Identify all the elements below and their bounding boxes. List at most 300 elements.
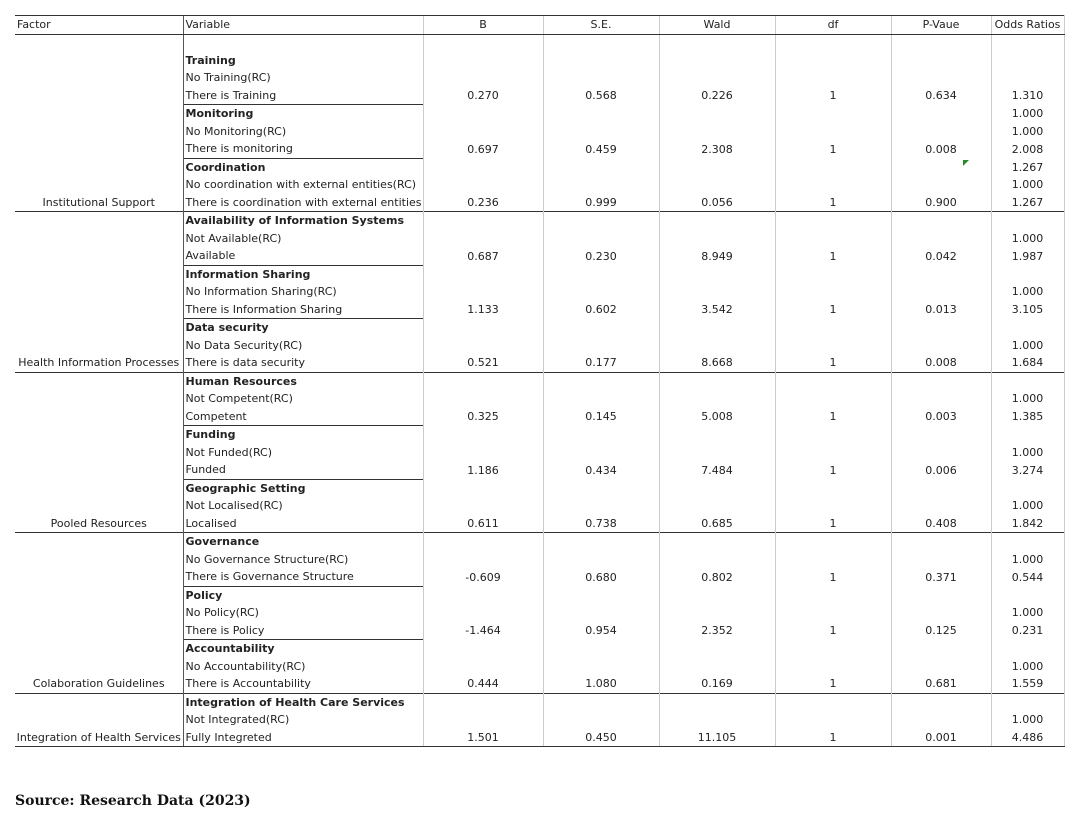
se-cell — [543, 176, 659, 194]
df-cell — [775, 212, 891, 230]
df-cell: 1 — [775, 140, 891, 158]
se-cell: 0.999 — [543, 194, 659, 212]
p-value-cell: 0.681 — [891, 675, 991, 693]
factor-cell — [15, 301, 183, 319]
table-row — [15, 354, 1064, 372]
wald-cell — [659, 337, 775, 355]
b-cell: 0.697 — [423, 140, 543, 158]
p-value-cell — [891, 497, 991, 515]
table-row — [15, 319, 1064, 337]
b-cell: 0.325 — [423, 408, 543, 426]
wald-cell: 0.056 — [659, 194, 775, 212]
se-cell — [543, 69, 659, 87]
df-cell: 1 — [775, 301, 891, 319]
p-value-cell — [891, 586, 991, 604]
factor-cell: Integration of Health Services — [15, 729, 183, 747]
odds-ratio-cell — [991, 52, 1064, 70]
odds-ratio-cell: 1.000 — [991, 551, 1064, 569]
b-cell — [423, 551, 543, 569]
odds-ratio-cell — [991, 693, 1064, 711]
variable-cell: No Information Sharing(RC) — [183, 283, 423, 301]
odds-ratio-cell: 1.000 — [991, 658, 1064, 676]
factor-cell — [15, 337, 183, 355]
se-cell — [543, 158, 659, 176]
odds-ratio-cell: 1.000 — [991, 230, 1064, 248]
factor-cell — [15, 622, 183, 640]
p-value-cell — [891, 640, 991, 658]
se-cell: 0.954 — [543, 622, 659, 640]
se-cell: 0.434 — [543, 461, 659, 479]
variable-cell: Training — [183, 52, 423, 70]
wald-cell — [659, 34, 775, 52]
p-value-cell — [891, 34, 991, 52]
header-row — [15, 16, 1064, 35]
variable-cell: Not Funded(RC) — [183, 444, 423, 462]
odds-ratio-cell — [991, 533, 1064, 551]
se-cell — [543, 533, 659, 551]
df-cell — [775, 640, 891, 658]
table-row — [15, 675, 1064, 693]
df-cell — [775, 444, 891, 462]
odds-ratio-cell: 2.008 — [991, 140, 1064, 158]
p-value-cell — [891, 533, 991, 551]
factor-cell — [15, 87, 183, 105]
table-row — [15, 444, 1064, 462]
se-cell — [543, 34, 659, 52]
variable-cell: Accountability — [183, 640, 423, 658]
table-row — [15, 390, 1064, 408]
odds-ratio-cell: 1.684 — [991, 354, 1064, 372]
se-cell — [543, 426, 659, 444]
se-cell: 0.680 — [543, 568, 659, 586]
b-cell — [423, 372, 543, 390]
p-value-cell — [891, 265, 991, 283]
b-cell — [423, 230, 543, 248]
factor-cell — [15, 408, 183, 426]
odds-ratio-cell — [991, 640, 1064, 658]
table-row — [15, 87, 1064, 105]
factor-cell — [15, 212, 183, 230]
variable-cell: Not Localised(RC) — [183, 497, 423, 515]
b-cell — [423, 586, 543, 604]
se-cell — [543, 640, 659, 658]
odds-ratio-cell: 0.544 — [991, 568, 1064, 586]
p-value-cell: 0.008 — [891, 140, 991, 158]
p-value-cell — [891, 52, 991, 70]
b-cell — [423, 212, 543, 230]
se-cell — [543, 390, 659, 408]
table-row — [15, 265, 1064, 283]
wald-cell: 0.685 — [659, 515, 775, 533]
table-row — [15, 658, 1064, 676]
se-cell — [543, 693, 659, 711]
factor-cell — [15, 247, 183, 265]
variable-cell: Information Sharing — [183, 265, 423, 283]
df-cell — [775, 319, 891, 337]
table-row — [15, 105, 1064, 123]
table-row — [15, 515, 1064, 533]
factor-cell: Pooled Resources — [50, 516, 147, 530]
b-cell — [423, 604, 543, 622]
b-cell — [423, 533, 543, 551]
variable-cell: Integration of Health Care Services — [183, 693, 423, 711]
wald-cell: 8.949 — [659, 247, 775, 265]
wald-cell — [659, 319, 775, 337]
header-df: df — [775, 16, 891, 35]
variable-cell: Not Competent(RC) — [183, 390, 423, 408]
wald-cell — [659, 426, 775, 444]
factor-cell — [15, 34, 183, 52]
p-value-cell: 0.008 — [891, 354, 991, 372]
df-cell: 1 — [775, 568, 891, 586]
odds-ratio-cell: 1.385 — [991, 408, 1064, 426]
odds-ratio-cell: 1.000 — [991, 283, 1064, 301]
factor-cell — [15, 283, 183, 301]
wald-cell — [659, 105, 775, 123]
df-cell: 1 — [775, 194, 891, 212]
variable-cell: Funding — [183, 426, 423, 444]
b-cell — [423, 319, 543, 337]
variable-cell: Not Available(RC) — [183, 230, 423, 248]
wald-cell: 11.105 — [659, 729, 775, 747]
se-cell — [543, 337, 659, 355]
variable-cell: There is data security — [183, 354, 423, 372]
p-value-cell: 0.001 — [891, 729, 991, 747]
variable-cell: Fully Integreted — [183, 729, 423, 747]
table-row — [15, 586, 1064, 604]
p-value-cell — [891, 426, 991, 444]
p-value-cell — [891, 604, 991, 622]
table-row — [15, 622, 1064, 640]
df-cell — [775, 479, 891, 497]
wald-cell: 2.308 — [659, 140, 775, 158]
se-cell — [543, 479, 659, 497]
factor-cell — [15, 551, 183, 569]
variable-cell: Funded — [183, 461, 423, 479]
b-cell — [423, 176, 543, 194]
odds-ratio-cell: 1.000 — [991, 337, 1064, 355]
df-cell — [775, 604, 891, 622]
p-value-cell: 0.371 — [891, 568, 991, 586]
odds-ratio-cell: 1.000 — [991, 444, 1064, 462]
table-row — [15, 711, 1064, 729]
table-row — [15, 479, 1064, 497]
b-cell: 1.133 — [423, 301, 543, 319]
p-value-cell — [891, 176, 991, 194]
header-se: S.E. — [543, 16, 659, 35]
factor-cell — [15, 444, 183, 462]
factor-cell — [15, 390, 183, 408]
df-cell — [775, 586, 891, 604]
df-cell — [775, 52, 891, 70]
b-cell: 0.236 — [423, 194, 543, 212]
cell-comment-marker-icon — [963, 160, 969, 166]
df-cell — [775, 711, 891, 729]
table-body — [15, 34, 1064, 747]
df-cell: 1 — [775, 675, 891, 693]
b-cell — [423, 105, 543, 123]
header-p-value: P-Vaue — [891, 16, 991, 35]
factor-cell — [15, 230, 183, 248]
b-cell: -1.464 — [423, 622, 543, 640]
p-value-cell — [891, 444, 991, 462]
df-cell — [775, 372, 891, 390]
variable-cell: Available — [183, 247, 423, 265]
odds-ratio-cell: 4.486 — [991, 729, 1064, 747]
df-cell: 1 — [775, 87, 891, 105]
b-cell: 0.611 — [423, 515, 543, 533]
odds-ratio-cell — [991, 372, 1064, 390]
wald-cell — [659, 497, 775, 515]
variable-cell: Competent — [183, 408, 423, 426]
variable-cell: No Monitoring(RC) — [183, 123, 423, 141]
p-value-cell — [891, 711, 991, 729]
variable-cell: There is Training — [183, 87, 423, 105]
factor-cell — [15, 319, 183, 337]
variable-cell: Data security — [183, 319, 423, 337]
table-row — [15, 372, 1064, 390]
wald-cell — [659, 640, 775, 658]
se-cell — [543, 551, 659, 569]
p-value-cell: 0.042 — [891, 247, 991, 265]
variable-cell: Policy — [183, 586, 423, 604]
factor-cell — [15, 640, 183, 658]
factor-cell — [15, 158, 183, 176]
variable-cell: Not Integrated(RC) — [183, 711, 423, 729]
wald-cell — [659, 123, 775, 141]
table-row — [15, 69, 1064, 87]
df-cell — [775, 158, 891, 176]
wald-cell — [659, 533, 775, 551]
b-cell — [423, 390, 543, 408]
b-cell: 0.521 — [423, 354, 543, 372]
df-cell — [775, 34, 891, 52]
factor-cell — [15, 479, 183, 497]
wald-cell: 3.542 — [659, 301, 775, 319]
df-cell: 1 — [775, 622, 891, 640]
odds-ratio-cell: 1.000 — [991, 105, 1064, 123]
table-row — [15, 461, 1064, 479]
table-row — [15, 337, 1064, 355]
df-cell: 1 — [775, 461, 891, 479]
b-cell — [423, 479, 543, 497]
se-cell — [543, 497, 659, 515]
table-row — [15, 230, 1064, 248]
df-cell: 1 — [775, 354, 891, 372]
p-value-cell — [891, 390, 991, 408]
se-cell — [543, 586, 659, 604]
variable-cell: There is monitoring — [183, 140, 423, 158]
table-row — [15, 729, 1064, 747]
b-cell — [423, 711, 543, 729]
wald-cell — [659, 551, 775, 569]
factor-cell — [15, 693, 183, 711]
factor-cell — [15, 604, 183, 622]
odds-ratio-cell: 3.105 — [991, 301, 1064, 319]
factor-cell — [15, 568, 183, 586]
factor-cell — [15, 711, 183, 729]
se-cell: 0.450 — [543, 729, 659, 747]
odds-ratio-cell — [991, 212, 1064, 230]
se-cell: 1.080 — [543, 675, 659, 693]
factor-cell — [15, 176, 183, 194]
df-cell — [775, 551, 891, 569]
p-value-cell — [891, 283, 991, 301]
header-wald: Wald — [659, 16, 775, 35]
df-cell — [775, 105, 891, 123]
b-cell — [423, 52, 543, 70]
table-row — [15, 497, 1064, 515]
se-cell — [543, 123, 659, 141]
variable-cell: No Accountability(RC) — [183, 658, 423, 676]
se-cell — [543, 372, 659, 390]
table-row — [15, 212, 1064, 230]
b-cell — [423, 426, 543, 444]
se-cell — [543, 230, 659, 248]
variable-cell — [183, 34, 423, 52]
wald-cell — [659, 390, 775, 408]
wald-cell: 5.008 — [659, 408, 775, 426]
factor-cell: Health Information Processes — [18, 356, 180, 370]
se-cell — [543, 444, 659, 462]
se-cell — [543, 265, 659, 283]
table-row — [15, 176, 1064, 194]
df-cell — [775, 283, 891, 301]
variable-cell: There is Information Sharing — [183, 301, 423, 319]
p-value-cell — [891, 158, 991, 176]
p-value-cell — [891, 551, 991, 569]
header-variable: Variable — [183, 16, 423, 35]
df-cell — [775, 497, 891, 515]
wald-cell — [659, 479, 775, 497]
odds-ratio-cell: 1.000 — [991, 497, 1064, 515]
odds-ratio-cell: 3.274 — [991, 461, 1064, 479]
p-value-cell — [891, 479, 991, 497]
table-row — [15, 194, 1064, 212]
p-value-cell — [891, 693, 991, 711]
odds-ratio-cell — [991, 586, 1064, 604]
odds-ratio-cell: 1.000 — [991, 604, 1064, 622]
odds-ratio-cell — [991, 479, 1064, 497]
variable-cell: There is Governance Structure — [183, 568, 423, 586]
se-cell: 0.738 — [543, 515, 659, 533]
table-row — [15, 140, 1064, 158]
b-cell: 1.186 — [423, 461, 543, 479]
b-cell — [423, 497, 543, 515]
table-row — [15, 551, 1064, 569]
odds-ratio-cell — [991, 265, 1064, 283]
b-cell: 0.444 — [423, 675, 543, 693]
se-cell — [543, 283, 659, 301]
b-cell — [423, 265, 543, 283]
b-cell — [423, 640, 543, 658]
wald-cell — [659, 230, 775, 248]
se-cell: 0.177 — [543, 354, 659, 372]
table-row — [15, 301, 1064, 319]
se-cell: 0.602 — [543, 301, 659, 319]
b-cell — [423, 123, 543, 141]
b-cell — [423, 444, 543, 462]
se-cell: 0.230 — [543, 247, 659, 265]
factor-cell — [15, 533, 183, 551]
header-odds-ratios: Odds Ratios — [991, 16, 1064, 35]
p-value-cell — [891, 69, 991, 87]
se-cell: 0.568 — [543, 87, 659, 105]
odds-ratio-cell: 0.231 — [991, 622, 1064, 640]
se-cell: 0.145 — [543, 408, 659, 426]
odds-ratio-cell: 1.000 — [991, 711, 1064, 729]
df-cell: 1 — [775, 729, 891, 747]
se-cell — [543, 604, 659, 622]
b-cell — [423, 283, 543, 301]
df-cell — [775, 69, 891, 87]
p-value-cell — [891, 372, 991, 390]
df-cell — [775, 533, 891, 551]
b-cell: 1.501 — [423, 729, 543, 747]
factor-cell: Colaboration Guidelines — [32, 677, 165, 691]
wald-cell: 0.169 — [659, 675, 775, 693]
factor-cell — [15, 105, 183, 123]
df-cell — [775, 265, 891, 283]
wald-cell — [659, 693, 775, 711]
se-cell — [543, 105, 659, 123]
factor-cell — [15, 52, 183, 70]
variable-cell: Availability of Information Systems — [183, 212, 423, 230]
odds-ratio-cell: 1.842 — [991, 515, 1064, 533]
table-row — [15, 123, 1064, 141]
factor-cell — [15, 658, 183, 676]
df-cell — [775, 230, 891, 248]
table-row — [15, 693, 1064, 711]
odds-ratio-cell: 1.267 — [991, 194, 1064, 212]
table-row — [15, 247, 1064, 265]
odds-ratio-cell: 1.559 — [991, 675, 1064, 693]
wald-cell — [659, 711, 775, 729]
table-row — [15, 568, 1064, 586]
variable-cell: Governance — [183, 533, 423, 551]
variable-cell: Geographic Setting — [183, 479, 423, 497]
odds-ratio-cell — [991, 319, 1064, 337]
variable-cell: No Data Security(RC) — [183, 337, 423, 355]
table-row — [15, 158, 1064, 176]
p-value-cell — [891, 230, 991, 248]
variable-cell: Localised — [183, 515, 423, 533]
df-cell: 1 — [775, 515, 891, 533]
wald-cell — [659, 176, 775, 194]
se-cell — [543, 52, 659, 70]
p-value-cell — [891, 212, 991, 230]
p-value-cell: 0.125 — [891, 622, 991, 640]
source-note: Source: Research Data (2023) — [15, 793, 251, 809]
se-cell — [543, 658, 659, 676]
wald-cell — [659, 158, 775, 176]
table-row — [15, 533, 1064, 551]
variable-cell: Monitoring — [183, 105, 423, 123]
p-value-cell: 0.006 — [891, 461, 991, 479]
p-value-cell: 0.408 — [891, 515, 991, 533]
factor-cell — [15, 497, 183, 515]
factor-cell — [15, 426, 183, 444]
df-cell — [775, 658, 891, 676]
p-value-cell: 0.003 — [891, 408, 991, 426]
wald-cell: 8.668 — [659, 354, 775, 372]
variable-cell: No Governance Structure(RC) — [183, 551, 423, 569]
df-cell — [775, 693, 891, 711]
variable-cell: There is coordination with external entities — [183, 194, 423, 212]
factor-cell — [15, 461, 183, 479]
variable-cell: There is Policy — [183, 622, 423, 640]
table-row — [15, 408, 1064, 426]
